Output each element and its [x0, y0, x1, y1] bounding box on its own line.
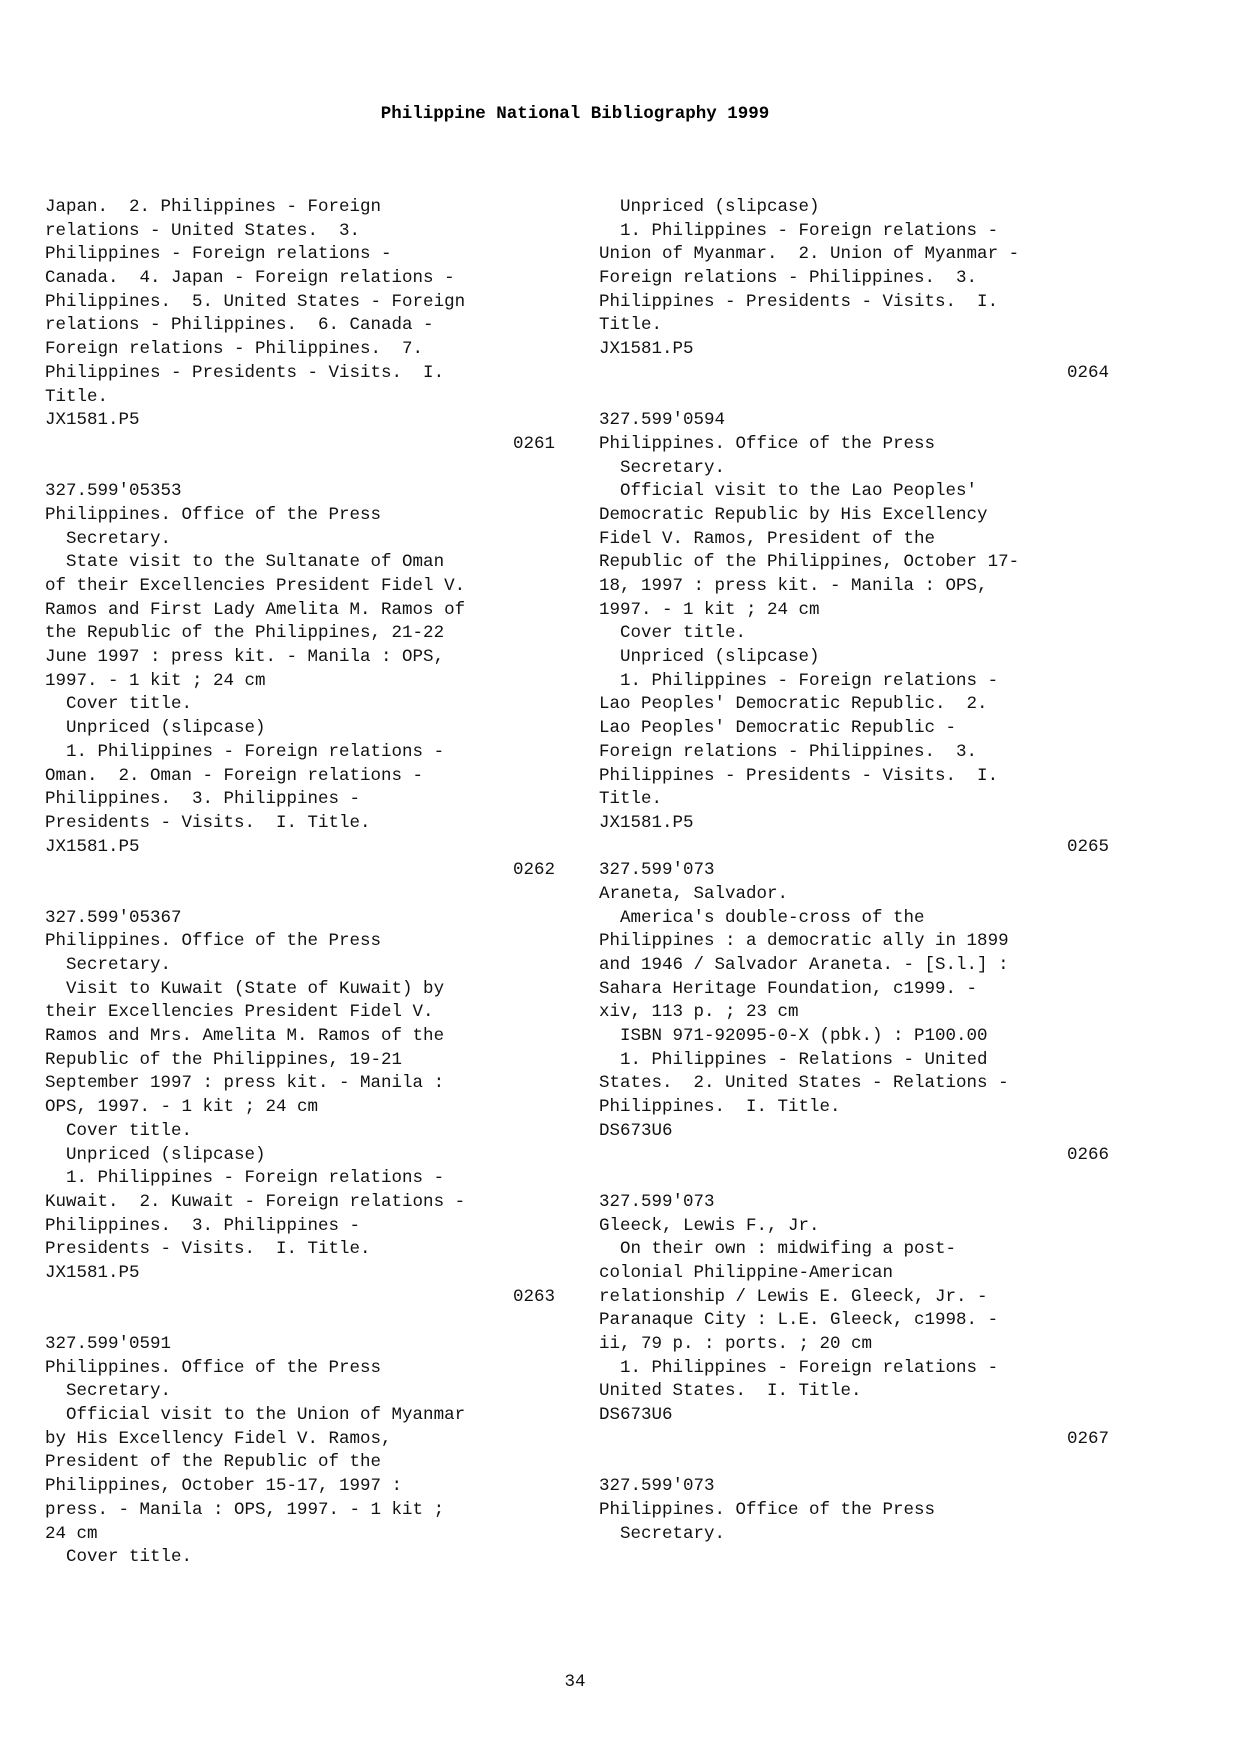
entry-number: 0267 — [1066, 1428, 1109, 1449]
entry-line: 1. Philippines - Relations - United — [599, 1049, 988, 1070]
entry-line: Official visit to the Lao Peoples' — [599, 481, 978, 502]
entry-line: United States. I. Title. — [599, 1381, 862, 1402]
entry-number: 0265 — [1066, 836, 1109, 857]
blank-line — [599, 1451, 1109, 1475]
entry-line: 1. Philippines - Foreign relations - — [599, 670, 999, 691]
blank-line — [599, 386, 1109, 410]
entry-line: America's double-cross of the — [599, 907, 925, 928]
entry-line: Philippines. Office of the Press — [45, 1357, 382, 1378]
entry-line: relationship / Lewis E. Gleeck, Jr. - — [599, 1286, 988, 1307]
right-column — [599, 196, 1109, 1546]
entry-line: Philippines, October 15-17, 1997 : — [45, 1476, 403, 1497]
entry-line: Title. — [599, 315, 663, 336]
entry-line: 24 cm — [45, 1523, 98, 1544]
entry-line: JX1581.P5 — [599, 812, 694, 833]
entry-line: Philippines. 3. Philippines - — [45, 789, 361, 810]
entry-line: Unpriced (slipcase) — [45, 718, 266, 739]
entry-line: Philippines. Office of the Press — [599, 433, 936, 454]
entry-line: Paranaque City : L.E. Gleeck, c1998. - — [599, 1310, 999, 1331]
left-column — [45, 196, 555, 1570]
entry-line: 327.599'05353 — [45, 481, 182, 502]
entry-line: Cover title. — [45, 1547, 193, 1568]
entry-line: 18, 1997 : press kit. - Manila : OPS, — [599, 576, 988, 596]
entry-line: Secretary. — [45, 955, 172, 975]
entry-line: Foreign relations - Philippines. 3. — [599, 268, 978, 289]
entry-line: JX1581.P5 — [599, 339, 694, 360]
page-title: Philippine National Bibliography 1999 — [380, 104, 770, 124]
entry-line: 1. Philippines - Foreign relations - — [599, 220, 999, 241]
entry-line: Philippines - Presidents - Visits. I. — [599, 291, 999, 312]
entry-line: the Republic of the Philippines, 21-22 — [45, 623, 445, 644]
entry-number: 0266 — [1066, 1144, 1109, 1165]
entry-line: Ramos and Mrs. Amelita M. Ramos of the — [45, 1026, 445, 1047]
entry-line: Philippines. Office of the Press — [45, 931, 382, 952]
entry-line: Ramos and First Lady Amelita M. Ramos of — [45, 599, 466, 620]
entry-line: Philippines : a democratic ally in 1899 — [599, 931, 1009, 952]
entry-line: Fidel V. Ramos, President of the — [599, 528, 936, 549]
entry-line: Lao Peoples' Democratic Republic. 2. — [599, 694, 988, 715]
entry-line: JX1581.P5 — [45, 1262, 140, 1283]
entry-number: 0261 — [512, 433, 555, 454]
entry-line: colonial Philippine-American — [599, 1262, 894, 1283]
entry-line: 327.599'0594 — [599, 410, 726, 431]
entry-number: 0263 — [512, 1286, 555, 1307]
entry-line: Gleeck, Lewis F., Jr. — [599, 1215, 820, 1236]
entry-line: xiv, 113 p. ; 23 cm — [599, 1002, 799, 1023]
entry-line: September 1997 : press kit. - Manila : — [45, 1073, 445, 1094]
entry-line: Philippines. Office of the Press — [599, 1499, 936, 1520]
entry-line: Republic of the Philippines, 19-21 — [45, 1049, 403, 1070]
entry-line: 327.599'073 — [599, 1191, 715, 1212]
entry-line: 1997. - 1 kit ; 24 cm — [45, 670, 266, 691]
entry-line: 327.599'0591 — [45, 1334, 172, 1354]
entry-line: 1. Philippines - Foreign relations - — [45, 741, 445, 762]
entry-line: DS673U6 — [599, 1405, 673, 1426]
entry-line: Secretary. — [599, 1523, 726, 1544]
entry-line: Secretary. — [599, 457, 726, 478]
entry-line: of their Excellencies President Fidel V. — [45, 576, 466, 596]
entry-line: ISBN 971-92095-0-X (pbk.) : P100.00 — [599, 1026, 988, 1047]
entry-line: relations - United States. 3. — [45, 220, 361, 241]
entry-line: Official visit to the Union of Myanmar — [45, 1405, 466, 1426]
entry-line: Presidents - Visits. I. Title. — [45, 812, 371, 833]
entry-line: Democratic Republic by His Excellency — [599, 504, 988, 525]
entry-line: Union of Myanmar. 2. Union of Myanmar - — [599, 244, 1020, 265]
entry-line: and 1946 / Salvador Araneta. - [S.l.] : — [599, 955, 1009, 975]
entry-number: 0262 — [512, 860, 555, 881]
entry-line: OPS, 1997. - 1 kit ; 24 cm — [45, 1097, 319, 1118]
entry-line: Presidents - Visits. I. Title. — [45, 1239, 371, 1260]
entry-line: Secretary. — [45, 528, 172, 549]
entry-line: Unpriced (slipcase) — [599, 197, 820, 217]
entry-line: Philippines. I. Title. — [599, 1097, 841, 1118]
entry-line: Foreign relations - Philippines. 7. — [45, 339, 424, 360]
entry-line: Philippines - Presidents - Visits. I. — [45, 362, 445, 383]
entry-line: Title. — [599, 789, 663, 810]
entry-line: Araneta, Salvador. — [599, 883, 789, 904]
entry-line: Japan. 2. Philippines - Foreign — [45, 197, 382, 217]
entry-line: ii, 79 p. : ports. ; 20 cm — [599, 1334, 873, 1354]
entry-line: State visit to the Sultanate of Oman — [45, 552, 445, 573]
entry-line: by His Excellency Fidel V. Ramos, — [45, 1428, 392, 1449]
entry-line: Foreign relations - Philippines. 3. — [599, 741, 978, 762]
entry-line: Title. — [45, 386, 109, 407]
entry-line: On their own : midwifing a post- — [599, 1239, 957, 1260]
entry-line: Philippines. Office of the Press — [45, 504, 382, 525]
entry-line: Secretary. — [45, 1381, 172, 1402]
entry-line: 327.599'05367 — [45, 907, 182, 928]
entry-line: Cover title. — [45, 1120, 193, 1141]
entry-line: 1. Philippines - Foreign relations - — [45, 1168, 445, 1189]
entry-number: 0264 — [1066, 362, 1109, 383]
blank-line — [599, 1167, 1109, 1191]
entry-line: 327.599'073 — [599, 860, 715, 881]
entry-line: Philippines - Foreign relations - — [45, 244, 392, 265]
entry-line: Oman. 2. Oman - Foreign relations - — [45, 765, 424, 786]
entry-line: 327.599'073 — [599, 1476, 715, 1497]
entry-line: States. 2. United States - Relations - — [599, 1073, 1009, 1094]
entry-line: Sahara Heritage Foundation, c1999. - — [599, 978, 978, 999]
entry-line: Philippines. 5. United States - Foreign — [45, 291, 466, 312]
entry-line: relations - Philippines. 6. Canada - — [45, 315, 434, 336]
entry-line: DS673U6 — [599, 1120, 673, 1141]
entry-line: Canada. 4. Japan - Foreign relations - — [45, 268, 455, 289]
entry-line: Cover title. — [599, 623, 747, 644]
entry-line: Cover title. — [45, 694, 193, 715]
entry-line: Philippines. 3. Philippines - — [45, 1215, 361, 1236]
entry-line: President of the Republic of the — [45, 1452, 382, 1473]
entry-line: their Excellencies President Fidel V. — [45, 1002, 434, 1023]
blank-line — [45, 457, 555, 481]
entry-line: 1. Philippines - Foreign relations - — [599, 1357, 999, 1378]
entry-line: Unpriced (slipcase) — [45, 1144, 266, 1165]
blank-line — [45, 1309, 555, 1333]
entry-line: JX1581.P5 — [45, 410, 140, 431]
entry-line: press. - Manila : OPS, 1997. - 1 kit ; — [45, 1499, 445, 1520]
entry-line: Visit to Kuwait (State of Kuwait) by — [45, 978, 445, 999]
blank-line — [45, 883, 555, 907]
entry-line: Kuwait. 2. Kuwait - Foreign relations - — [45, 1191, 466, 1212]
entry-line: 1997. - 1 kit ; 24 cm — [599, 599, 820, 620]
entry-line: Unpriced (slipcase) — [599, 647, 820, 668]
entry-line: June 1997 : press kit. - Manila : OPS, — [45, 647, 445, 668]
entry-line: Lao Peoples' Democratic Republic - — [599, 718, 957, 739]
entry-line: Republic of the Philippines, October 17- — [599, 552, 1020, 573]
entry-line: JX1581.P5 — [45, 836, 140, 857]
page-number: 34 — [564, 1672, 586, 1692]
entry-line: Philippines - Presidents - Visits. I. — [599, 765, 999, 786]
